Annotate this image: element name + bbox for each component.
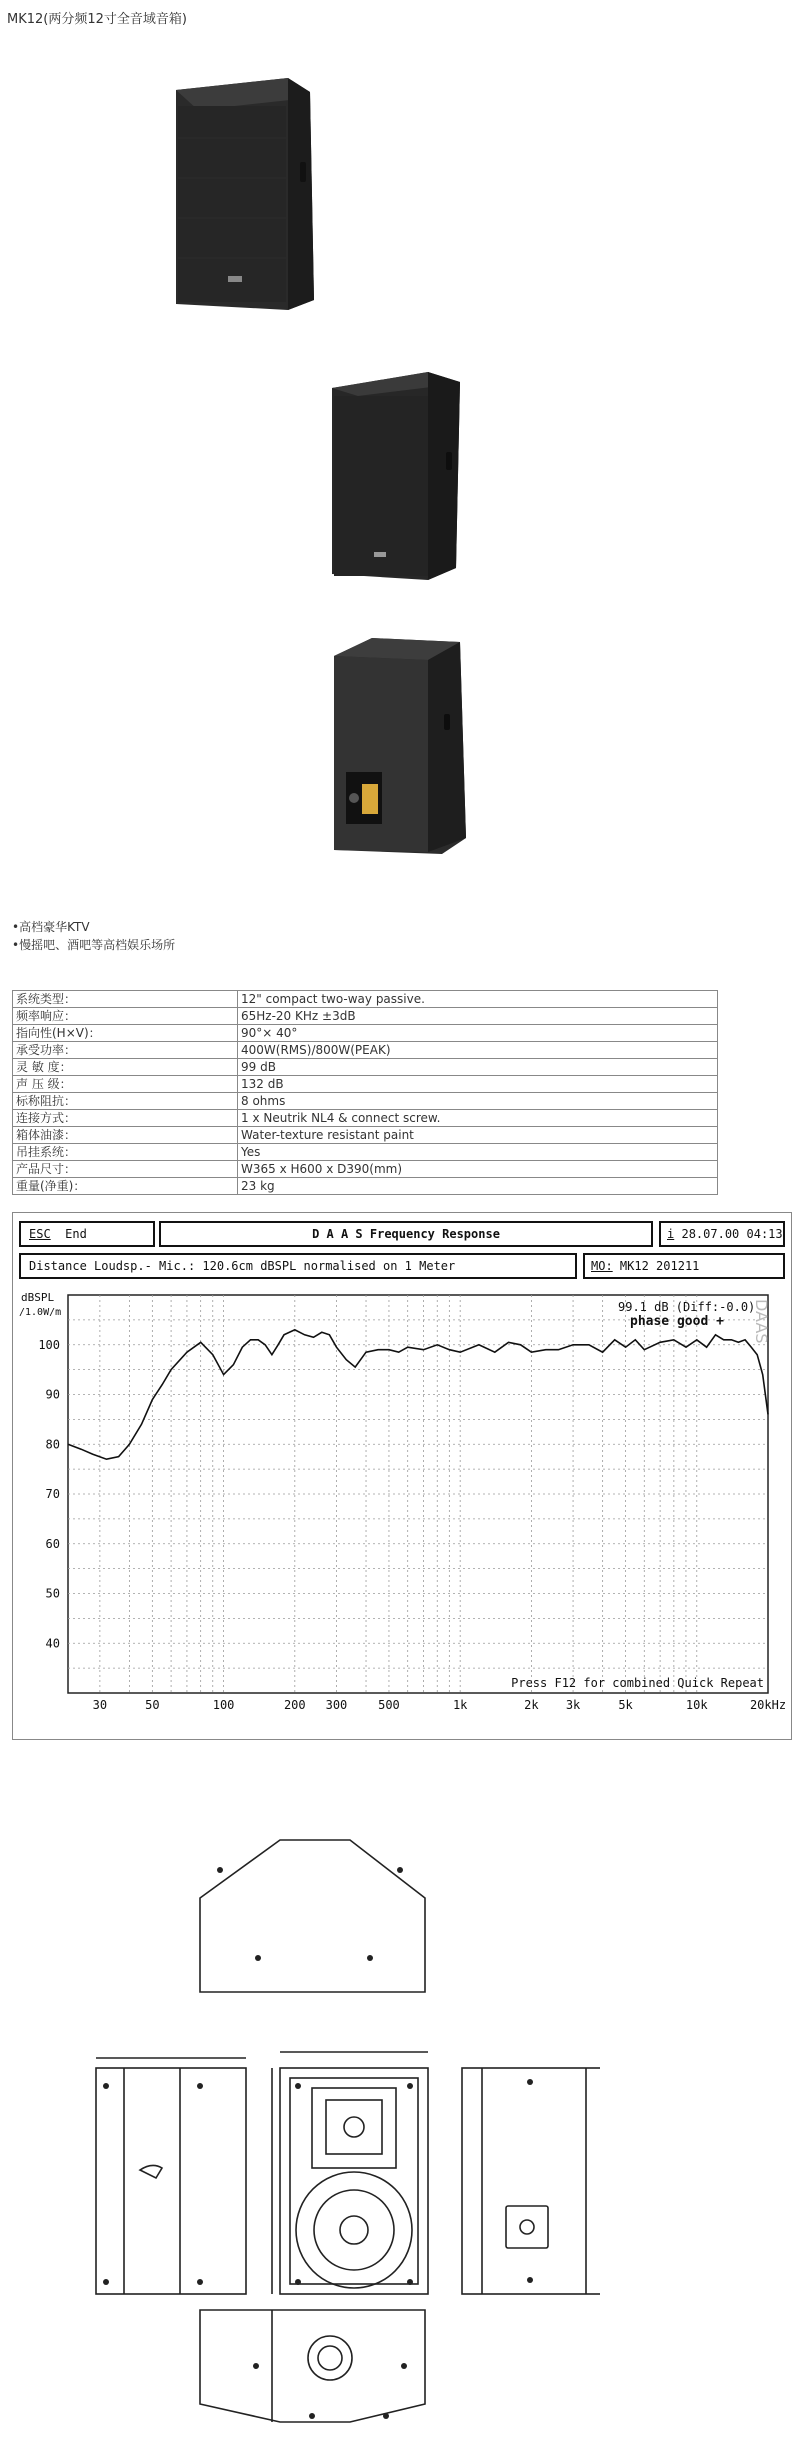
spec-value: 23 kg xyxy=(238,1178,718,1195)
spec-row xyxy=(13,1025,718,1042)
spec-label: 承受功率： xyxy=(13,1042,238,1059)
x-tick-label: 500 xyxy=(378,1698,400,1712)
y-tick-label: 80 xyxy=(45,1437,60,1452)
distance-note: Distance Loudsp.- Mic.: 120.6cm dBSPL normalised on 1 Meter xyxy=(19,1253,577,1279)
spec-row xyxy=(13,991,718,1008)
spec-row xyxy=(13,1127,718,1144)
spec-label: 产品尺寸： xyxy=(13,1161,238,1178)
bottom-view-outline xyxy=(200,2310,425,2422)
model-box xyxy=(583,1253,785,1279)
spec-value: Water-texture resistant paint xyxy=(238,1127,718,1144)
x-tick-label: 1k xyxy=(452,1698,468,1712)
spec-value: 99 dB xyxy=(238,1059,718,1076)
date-box xyxy=(659,1221,785,1247)
spec-value: 8 ohms xyxy=(238,1093,718,1110)
side-view-left-outline xyxy=(96,2068,246,2294)
spec-table xyxy=(12,990,718,1195)
frequency-response-panel xyxy=(12,1212,792,1740)
spec-value: 1 x Neutrik NL4 & connect screw. xyxy=(238,1110,718,1127)
spec-row xyxy=(13,1059,718,1076)
spec-label: 声 压 级： xyxy=(13,1076,238,1093)
esc-end-button[interactable] xyxy=(19,1221,155,1247)
x-tick-label: 30 xyxy=(92,1698,108,1712)
y-tick-label: 60 xyxy=(45,1536,60,1551)
spec-row xyxy=(13,1008,718,1025)
spec-value: 132 dB xyxy=(238,1076,718,1093)
spec-label: 箱体油漆： xyxy=(13,1127,238,1144)
spec-row xyxy=(13,1076,718,1093)
feature-item: •高档豪华KTV xyxy=(12,920,90,934)
top-view-outline xyxy=(200,1840,425,1992)
spec-value: W365 x H600 x D390(mm) xyxy=(238,1161,718,1178)
y-tick-label: 90 xyxy=(45,1387,60,1402)
spec-value: 90°× 40° xyxy=(238,1025,718,1042)
front-view-outline xyxy=(280,2068,428,2294)
spec-label: 系统类型： xyxy=(13,991,238,1008)
speaker-photo-rear xyxy=(332,638,468,856)
spec-row xyxy=(13,1161,718,1178)
x-tick-label: 200 xyxy=(283,1698,306,1712)
date-value: 28.07.00 04:13 xyxy=(681,1227,783,1241)
spec-row xyxy=(13,1144,718,1161)
x-tick-label: 20kHz xyxy=(749,1698,787,1712)
spec-label: 指向性(H×V)： xyxy=(13,1025,238,1042)
spec-row xyxy=(13,1110,718,1127)
phase-annotation: phase good + xyxy=(630,1314,724,1329)
spec-row xyxy=(13,1093,718,1110)
end-label: End xyxy=(65,1227,87,1241)
spec-value: 400W(RMS)/800W(PEAK) xyxy=(238,1042,718,1059)
y-tick-label: 40 xyxy=(45,1636,60,1651)
page-title: MK12(两分频12寸全音域音箱) xyxy=(7,12,187,27)
x-tick-label: 100 xyxy=(212,1698,235,1712)
y-axis-label: dBSPL xyxy=(21,1291,55,1304)
x-tick-label: 50 xyxy=(145,1698,160,1712)
spec-label: 标称阻抗： xyxy=(13,1093,238,1110)
freq-title: D A A S Frequency Response xyxy=(159,1221,653,1247)
spec-label: 频率响应： xyxy=(13,1008,238,1025)
y-axis-unit: /1.0W/m xyxy=(19,1307,62,1318)
spec-label: 连接方式： xyxy=(13,1110,238,1127)
spec-value: 12" compact two-way passive. xyxy=(238,991,718,1008)
x-tick-label: 10k xyxy=(685,1698,708,1712)
x-tick-label: 300 xyxy=(325,1698,348,1712)
spec-value: 65Hz-20 KHz ±3dB xyxy=(238,1008,718,1025)
x-tick-label: 5k xyxy=(618,1698,633,1712)
speaker-photo-front xyxy=(328,372,464,582)
spec-label: 重量(净重)： xyxy=(13,1178,238,1195)
x-tick-label: 2k xyxy=(524,1698,539,1712)
spec-label: 吊挂系统： xyxy=(13,1144,238,1161)
y-tick-label: 100 xyxy=(38,1337,60,1352)
model-prefix: MO: xyxy=(591,1259,613,1273)
dimension-drawing xyxy=(80,1830,600,2430)
speaker-photo-front-angle xyxy=(168,78,316,312)
feature-list xyxy=(12,918,175,954)
esc-key-label: ESC xyxy=(29,1227,51,1241)
y-tick-label: 70 xyxy=(45,1487,60,1501)
spec-value: Yes xyxy=(238,1144,718,1161)
frequency-response-chart xyxy=(13,1283,791,1737)
model-value: MK12 201211 xyxy=(619,1259,700,1273)
level-annotation: 99.1 dB (Diff:-0.0) xyxy=(618,1300,756,1314)
y-tick-label: 50 xyxy=(45,1586,60,1601)
spec-row xyxy=(13,1178,718,1195)
spec-row xyxy=(13,1042,718,1059)
x-tick-label: 3k xyxy=(565,1698,581,1712)
daas-watermark: DAAS xyxy=(752,1299,771,1344)
spec-label: 灵 敏 度： xyxy=(13,1059,238,1076)
info-icon: i xyxy=(667,1227,675,1241)
feature-item: •慢摇吧、酒吧等高档娱乐场所 xyxy=(12,938,176,952)
footer-note: Press F12 for combined Quick Repeat xyxy=(511,1676,764,1690)
